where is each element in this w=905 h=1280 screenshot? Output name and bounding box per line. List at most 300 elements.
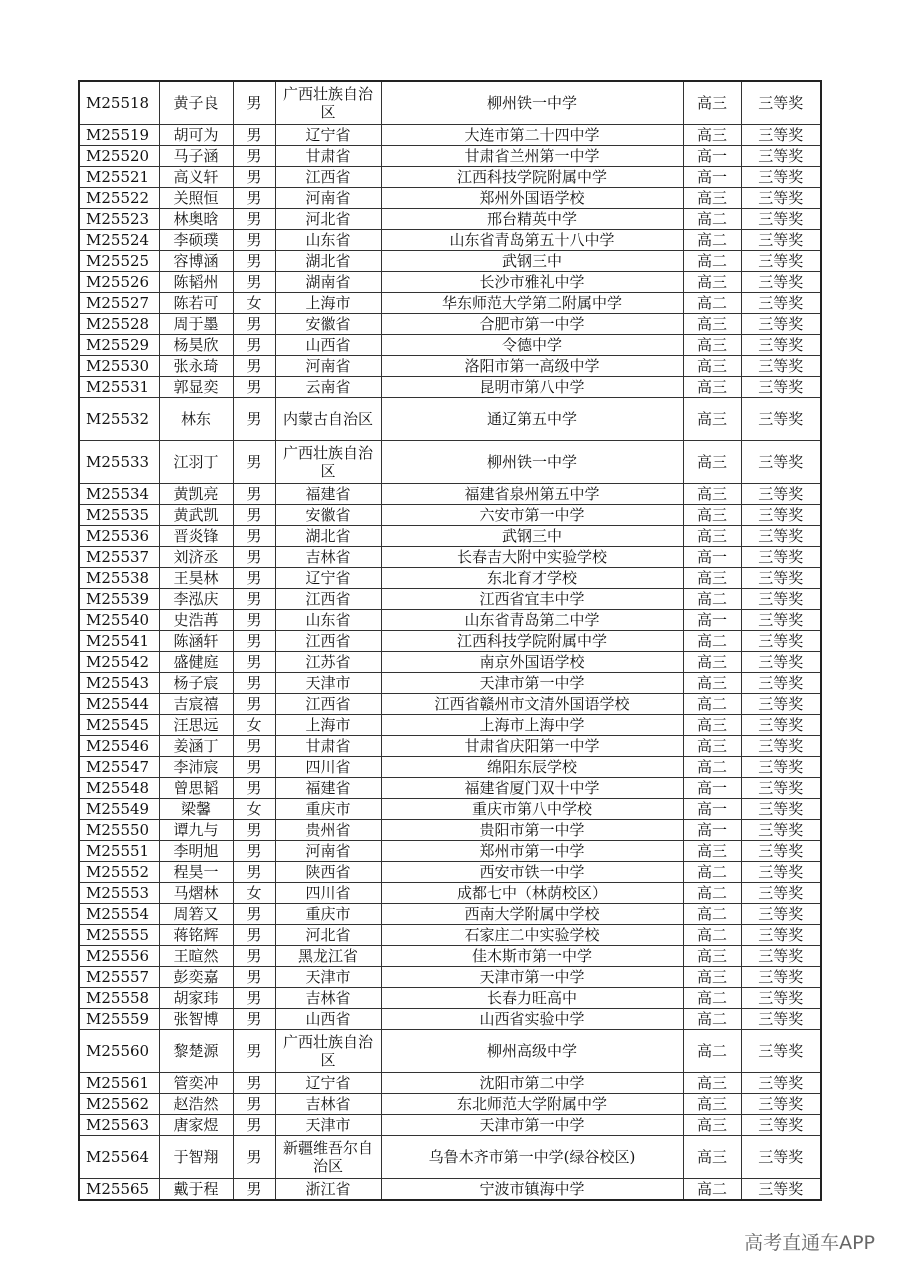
province-cell: 河南省 (275, 188, 381, 209)
name-cell: 周箬又 (159, 904, 233, 925)
table-row (79, 230, 821, 251)
province-cell: 山西省 (275, 335, 381, 356)
name-cell: 陈韬州 (159, 272, 233, 293)
grade-cell: 高三 (683, 526, 741, 547)
school-cell: 绵阳东辰学校 (381, 757, 683, 778)
school-cell: 西南大学附属中学校 (381, 904, 683, 925)
id-cell: M25522 (79, 188, 159, 209)
name-cell: 周于墨 (159, 314, 233, 335)
grade-cell: 高三 (683, 441, 741, 484)
province-cell: 内蒙古自治区 (275, 398, 381, 441)
id-cell: M25547 (79, 757, 159, 778)
school-cell: 东北育才学校 (381, 568, 683, 589)
id-cell: M25548 (79, 778, 159, 799)
province-cell: 河北省 (275, 925, 381, 946)
table-row (79, 631, 821, 652)
gender-cell: 男 (233, 81, 275, 125)
table-body (79, 81, 821, 1200)
gender-cell: 男 (233, 925, 275, 946)
grade-cell: 高二 (683, 904, 741, 925)
name-cell: 盛健庭 (159, 652, 233, 673)
id-cell: M25520 (79, 146, 159, 167)
province-cell: 辽宁省 (275, 568, 381, 589)
grade-cell: 高二 (683, 293, 741, 314)
award-cell: 三等奖 (741, 841, 821, 862)
award-cell: 三等奖 (741, 377, 821, 398)
award-cell: 三等奖 (741, 778, 821, 799)
name-cell: 胡家玮 (159, 988, 233, 1009)
grade-cell: 高三 (683, 1136, 741, 1179)
province-cell: 浙江省 (275, 1179, 381, 1201)
id-cell: M25529 (79, 335, 159, 356)
school-cell: 柳州铁一中学 (381, 81, 683, 125)
gender-cell: 男 (233, 356, 275, 377)
gender-cell: 男 (233, 589, 275, 610)
grade-cell: 高二 (683, 862, 741, 883)
id-cell: M25524 (79, 230, 159, 251)
award-cell: 三等奖 (741, 988, 821, 1009)
table-row (79, 946, 821, 967)
gender-cell: 男 (233, 251, 275, 272)
province-cell: 山西省 (275, 1009, 381, 1030)
grade-cell: 高二 (683, 1030, 741, 1073)
province-cell: 安徽省 (275, 505, 381, 526)
province-cell: 辽宁省 (275, 1073, 381, 1094)
grade-cell: 高一 (683, 146, 741, 167)
province-cell: 吉林省 (275, 547, 381, 568)
name-cell: 李硕璞 (159, 230, 233, 251)
id-cell: M25518 (79, 81, 159, 125)
school-cell: 天津市第一中学 (381, 1115, 683, 1136)
grade-cell: 高三 (683, 505, 741, 526)
province-cell: 山东省 (275, 230, 381, 251)
table-row (79, 81, 821, 125)
award-cell: 三等奖 (741, 631, 821, 652)
school-cell: 郑州外国语学校 (381, 188, 683, 209)
gender-cell: 男 (233, 1136, 275, 1179)
grade-cell: 高一 (683, 167, 741, 188)
gender-cell: 男 (233, 673, 275, 694)
name-cell: 容博涵 (159, 251, 233, 272)
province-cell: 江西省 (275, 589, 381, 610)
id-cell: M25554 (79, 904, 159, 925)
name-cell: 赵浩然 (159, 1094, 233, 1115)
grade-cell: 高二 (683, 757, 741, 778)
province-cell: 上海市 (275, 715, 381, 736)
id-cell: M25562 (79, 1094, 159, 1115)
gender-cell: 男 (233, 1094, 275, 1115)
table-row (79, 694, 821, 715)
award-cell: 三等奖 (741, 715, 821, 736)
table-row (79, 652, 821, 673)
province-cell: 天津市 (275, 967, 381, 988)
table-row (79, 778, 821, 799)
school-cell: 天津市第一中学 (381, 967, 683, 988)
award-cell: 三等奖 (741, 904, 821, 925)
award-cell: 三等奖 (741, 610, 821, 631)
name-cell: 黄武凯 (159, 505, 233, 526)
grade-cell: 高三 (683, 81, 741, 125)
gender-cell: 男 (233, 1179, 275, 1201)
province-cell: 辽宁省 (275, 125, 381, 146)
name-cell: 程昊一 (159, 862, 233, 883)
grade-cell: 高三 (683, 841, 741, 862)
gender-cell: 男 (233, 230, 275, 251)
school-cell: 山东省青岛第五十八中学 (381, 230, 683, 251)
award-cell: 三等奖 (741, 1094, 821, 1115)
gender-cell: 男 (233, 125, 275, 146)
name-cell: 彭奕嘉 (159, 967, 233, 988)
gender-cell: 男 (233, 841, 275, 862)
gender-cell: 男 (233, 505, 275, 526)
award-cell: 三等奖 (741, 398, 821, 441)
gender-cell: 男 (233, 314, 275, 335)
school-cell: 合肥市第一中学 (381, 314, 683, 335)
school-cell: 乌鲁木齐市第一中学(绿谷校区) (381, 1136, 683, 1179)
name-cell: 王昊林 (159, 568, 233, 589)
grade-cell: 高三 (683, 356, 741, 377)
id-cell: M25540 (79, 610, 159, 631)
award-cell: 三等奖 (741, 356, 821, 377)
award-cell: 三等奖 (741, 230, 821, 251)
grade-cell: 高二 (683, 631, 741, 652)
school-cell: 柳州铁一中学 (381, 441, 683, 484)
name-cell: 马熠林 (159, 883, 233, 904)
award-cell: 三等奖 (741, 568, 821, 589)
gender-cell: 男 (233, 610, 275, 631)
table-row (79, 505, 821, 526)
award-cell: 三等奖 (741, 81, 821, 125)
province-cell: 云南省 (275, 377, 381, 398)
award-cell: 三等奖 (741, 946, 821, 967)
name-cell: 王暄然 (159, 946, 233, 967)
province-cell: 广西壮族自治区 (275, 81, 381, 125)
award-cell: 三等奖 (741, 314, 821, 335)
grade-cell: 高三 (683, 715, 741, 736)
grade-cell: 高二 (683, 1179, 741, 1201)
grade-cell: 高三 (683, 188, 741, 209)
school-cell: 柳州高级中学 (381, 1030, 683, 1073)
school-cell: 郑州市第一中学 (381, 841, 683, 862)
province-cell: 新疆维吾尔自治区 (275, 1136, 381, 1179)
school-cell: 长春吉大附中实验学校 (381, 547, 683, 568)
id-cell: M25550 (79, 820, 159, 841)
award-cell: 三等奖 (741, 757, 821, 778)
id-cell: M25560 (79, 1030, 159, 1073)
grade-cell: 高三 (683, 377, 741, 398)
name-cell: 梁馨 (159, 799, 233, 820)
name-cell: 戴于程 (159, 1179, 233, 1201)
id-cell: M25551 (79, 841, 159, 862)
table-row (79, 1136, 821, 1179)
table-row (79, 568, 821, 589)
table-row (79, 188, 821, 209)
school-cell: 重庆市第八中学校 (381, 799, 683, 820)
gender-cell: 男 (233, 1073, 275, 1094)
id-cell: M25527 (79, 293, 159, 314)
grade-cell: 高二 (683, 1009, 741, 1030)
grade-cell: 高三 (683, 967, 741, 988)
name-cell: 林东 (159, 398, 233, 441)
gender-cell: 男 (233, 377, 275, 398)
table-row (79, 377, 821, 398)
name-cell: 黄子良 (159, 81, 233, 125)
name-cell: 姜涵丁 (159, 736, 233, 757)
table-row (79, 988, 821, 1009)
school-cell: 江西省赣州市文清外国语学校 (381, 694, 683, 715)
id-cell: M25564 (79, 1136, 159, 1179)
gender-cell: 男 (233, 904, 275, 925)
table-row (79, 251, 821, 272)
gender-cell: 女 (233, 799, 275, 820)
name-cell: 江羽丁 (159, 441, 233, 484)
table-row (79, 484, 821, 505)
grade-cell: 高二 (683, 694, 741, 715)
table-row (79, 673, 821, 694)
award-cell: 三等奖 (741, 694, 821, 715)
gender-cell: 男 (233, 778, 275, 799)
school-cell: 六安市第一中学 (381, 505, 683, 526)
name-cell: 曾思韬 (159, 778, 233, 799)
id-cell: M25537 (79, 547, 159, 568)
name-cell: 史浩苒 (159, 610, 233, 631)
grade-cell: 高三 (683, 484, 741, 505)
award-cell: 三等奖 (741, 1115, 821, 1136)
grade-cell: 高一 (683, 799, 741, 820)
province-cell: 广西壮族自治区 (275, 441, 381, 484)
award-cell: 三等奖 (741, 1179, 821, 1201)
school-cell: 甘肃省庆阳第一中学 (381, 736, 683, 757)
school-cell: 东北师范大学附属中学 (381, 1094, 683, 1115)
grade-cell: 高三 (683, 398, 741, 441)
name-cell: 张智博 (159, 1009, 233, 1030)
school-cell: 佳木斯市第一中学 (381, 946, 683, 967)
school-cell: 洛阳市第一高级中学 (381, 356, 683, 377)
school-cell: 山西省实验中学 (381, 1009, 683, 1030)
id-cell: M25521 (79, 167, 159, 188)
province-cell: 福建省 (275, 484, 381, 505)
name-cell: 林奥晗 (159, 209, 233, 230)
school-cell: 武钢三中 (381, 251, 683, 272)
grade-cell: 高三 (683, 568, 741, 589)
name-cell: 陈若可 (159, 293, 233, 314)
id-cell: M25542 (79, 652, 159, 673)
school-cell: 邢台精英中学 (381, 209, 683, 230)
school-cell: 石家庄二中实验学校 (381, 925, 683, 946)
school-cell: 福建省泉州第五中学 (381, 484, 683, 505)
table-row (79, 272, 821, 293)
grade-cell: 高三 (683, 1073, 741, 1094)
table-row (79, 589, 821, 610)
table-row (79, 314, 821, 335)
id-cell: M25530 (79, 356, 159, 377)
id-cell: M25533 (79, 441, 159, 484)
table-row (79, 1115, 821, 1136)
gender-cell: 男 (233, 967, 275, 988)
name-cell: 管奕冲 (159, 1073, 233, 1094)
name-cell: 李沛宸 (159, 757, 233, 778)
table-row (79, 526, 821, 547)
id-cell: M25526 (79, 272, 159, 293)
grade-cell: 高三 (683, 335, 741, 356)
school-cell: 上海市上海中学 (381, 715, 683, 736)
award-cell: 三等奖 (741, 1136, 821, 1179)
id-cell: M25545 (79, 715, 159, 736)
name-cell: 晋炎锋 (159, 526, 233, 547)
table-row (79, 125, 821, 146)
id-cell: M25541 (79, 631, 159, 652)
province-cell: 天津市 (275, 673, 381, 694)
name-cell: 高义轩 (159, 167, 233, 188)
award-cell: 三等奖 (741, 967, 821, 988)
province-cell: 江西省 (275, 631, 381, 652)
province-cell: 江西省 (275, 694, 381, 715)
award-cell: 三等奖 (741, 505, 821, 526)
grade-cell: 高二 (683, 883, 741, 904)
id-cell: M25532 (79, 398, 159, 441)
award-cell: 三等奖 (741, 484, 821, 505)
award-cell: 三等奖 (741, 1030, 821, 1073)
gender-cell: 男 (233, 484, 275, 505)
school-cell: 武钢三中 (381, 526, 683, 547)
name-cell: 李明旭 (159, 841, 233, 862)
table-row (79, 335, 821, 356)
province-cell: 重庆市 (275, 904, 381, 925)
table-row (79, 398, 821, 441)
award-cell: 三等奖 (741, 820, 821, 841)
gender-cell: 女 (233, 883, 275, 904)
id-cell: M25563 (79, 1115, 159, 1136)
grade-cell: 高三 (683, 1094, 741, 1115)
award-cell: 三等奖 (741, 251, 821, 272)
grade-cell: 高二 (683, 251, 741, 272)
gender-cell: 男 (233, 757, 275, 778)
gender-cell: 女 (233, 293, 275, 314)
table-row (79, 1030, 821, 1073)
school-cell: 宁波市镇海中学 (381, 1179, 683, 1201)
award-cell: 三等奖 (741, 673, 821, 694)
gender-cell: 男 (233, 167, 275, 188)
school-cell: 天津市第一中学 (381, 673, 683, 694)
award-cell: 三等奖 (741, 335, 821, 356)
id-cell: M25544 (79, 694, 159, 715)
gender-cell: 男 (233, 988, 275, 1009)
gender-cell: 男 (233, 820, 275, 841)
gender-cell: 男 (233, 272, 275, 293)
table-row (79, 799, 821, 820)
school-cell: 大连市第二十四中学 (381, 125, 683, 146)
province-cell: 河北省 (275, 209, 381, 230)
school-cell: 西安市铁一中学 (381, 862, 683, 883)
grade-cell: 高二 (683, 230, 741, 251)
province-cell: 上海市 (275, 293, 381, 314)
province-cell: 湖北省 (275, 251, 381, 272)
id-cell: M25543 (79, 673, 159, 694)
grade-cell: 高三 (683, 272, 741, 293)
table-row (79, 167, 821, 188)
school-cell: 昆明市第八中学 (381, 377, 683, 398)
name-cell: 汪思远 (159, 715, 233, 736)
province-cell: 吉林省 (275, 988, 381, 1009)
award-cell: 三等奖 (741, 652, 821, 673)
award-cell: 三等奖 (741, 526, 821, 547)
id-cell: M25549 (79, 799, 159, 820)
table-row (79, 146, 821, 167)
school-cell: 南京外国语学校 (381, 652, 683, 673)
id-cell: M25536 (79, 526, 159, 547)
award-cell: 三等奖 (741, 1073, 821, 1094)
award-cell: 三等奖 (741, 736, 821, 757)
id-cell: M25528 (79, 314, 159, 335)
grade-cell: 高二 (683, 209, 741, 230)
table-row (79, 715, 821, 736)
award-cell: 三等奖 (741, 883, 821, 904)
gender-cell: 男 (233, 146, 275, 167)
gender-cell: 男 (233, 209, 275, 230)
grade-cell: 高三 (683, 652, 741, 673)
award-cell: 三等奖 (741, 188, 821, 209)
table-row (79, 1094, 821, 1115)
id-cell: M25534 (79, 484, 159, 505)
table-row (79, 883, 821, 904)
award-cell: 三等奖 (741, 441, 821, 484)
id-cell: M25525 (79, 251, 159, 272)
table-row (79, 293, 821, 314)
table-row (79, 736, 821, 757)
school-cell: 沈阳市第二中学 (381, 1073, 683, 1094)
grade-cell: 高三 (683, 946, 741, 967)
province-cell: 吉林省 (275, 1094, 381, 1115)
grade-cell: 高二 (683, 988, 741, 1009)
table-row (79, 862, 821, 883)
gender-cell: 男 (233, 547, 275, 568)
id-cell: M25546 (79, 736, 159, 757)
id-cell: M25531 (79, 377, 159, 398)
province-cell: 湖南省 (275, 272, 381, 293)
school-cell: 成都七中（林荫校区） (381, 883, 683, 904)
table-row (79, 209, 821, 230)
school-cell: 长沙市雅礼中学 (381, 272, 683, 293)
table-row (79, 441, 821, 484)
province-cell: 重庆市 (275, 799, 381, 820)
name-cell: 胡可为 (159, 125, 233, 146)
gender-cell: 男 (233, 631, 275, 652)
name-cell: 陈涵轩 (159, 631, 233, 652)
award-cell: 三等奖 (741, 862, 821, 883)
grade-cell: 高二 (683, 589, 741, 610)
grade-cell: 高三 (683, 1115, 741, 1136)
school-cell: 长春力旺高中 (381, 988, 683, 1009)
name-cell: 蒋铭辉 (159, 925, 233, 946)
province-cell: 湖北省 (275, 526, 381, 547)
id-cell: M25538 (79, 568, 159, 589)
school-cell: 江西科技学院附属中学 (381, 631, 683, 652)
gender-cell: 男 (233, 398, 275, 441)
gender-cell: 男 (233, 335, 275, 356)
school-cell: 江西科技学院附属中学 (381, 167, 683, 188)
grade-cell: 高二 (683, 925, 741, 946)
province-cell: 福建省 (275, 778, 381, 799)
grade-cell: 高一 (683, 547, 741, 568)
school-cell: 贵阳市第一中学 (381, 820, 683, 841)
name-cell: 黄凯亮 (159, 484, 233, 505)
name-cell: 刘济丞 (159, 547, 233, 568)
table-row (79, 1009, 821, 1030)
gender-cell: 男 (233, 568, 275, 589)
grade-cell: 高三 (683, 673, 741, 694)
award-cell: 三等奖 (741, 799, 821, 820)
table-row (79, 841, 821, 862)
